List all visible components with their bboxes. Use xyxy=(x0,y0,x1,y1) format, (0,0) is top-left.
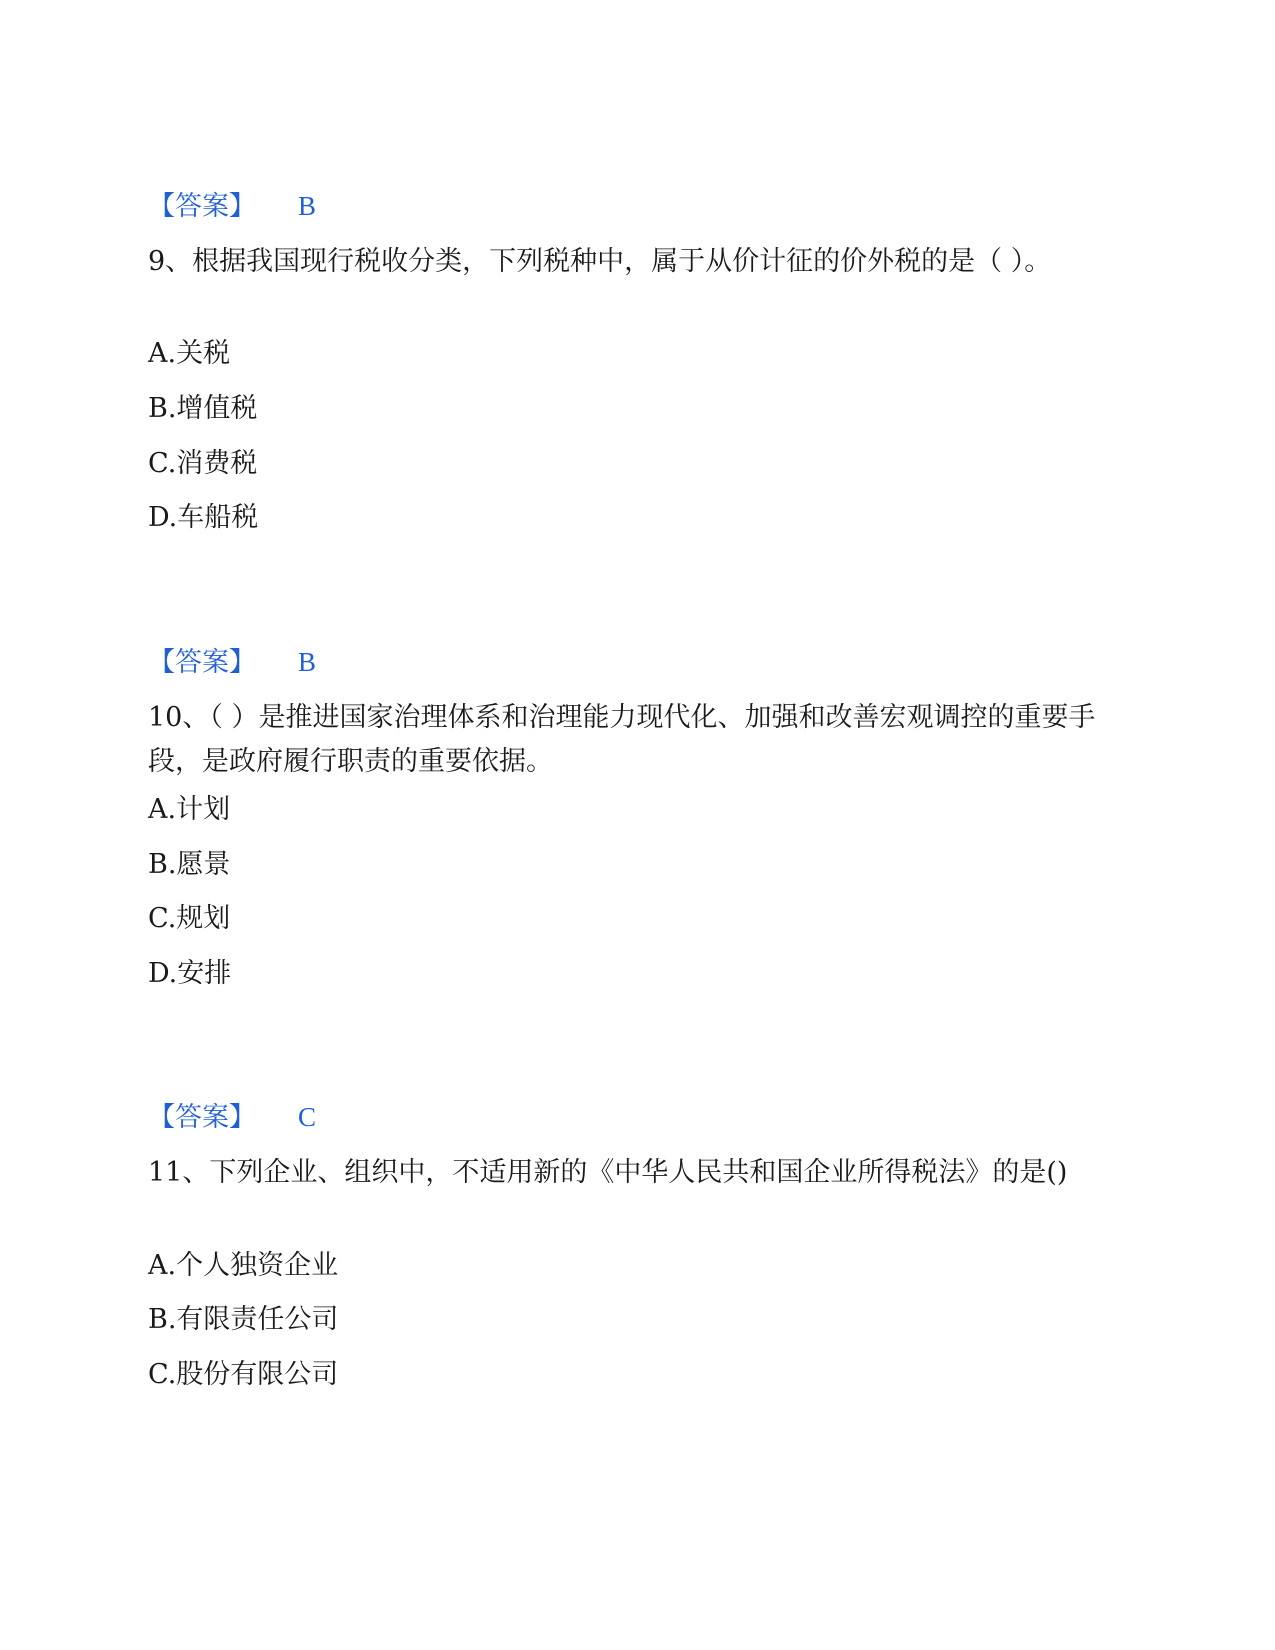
answer-letter: B xyxy=(298,647,317,677)
option-c: C.股份有限公司 xyxy=(148,1359,339,1390)
answer-letter: B xyxy=(298,191,317,221)
answer-letter: C xyxy=(298,1102,317,1132)
answer-label: 【答案】 xyxy=(148,191,256,222)
option-a: A.计划 xyxy=(148,794,231,825)
option-a: A.关税 xyxy=(148,338,231,369)
option-d: D.车船税 xyxy=(148,502,259,533)
option-b: B.有限责任公司 xyxy=(148,1304,339,1335)
answer-line xyxy=(148,188,1128,225)
answer-line xyxy=(148,644,1128,681)
option-b: B.增值税 xyxy=(148,393,258,424)
option-d: D.安排 xyxy=(148,958,232,989)
question-text: 10、（ ）是推进国家治理体系和治理能力现代化、加强和改善宏观调控的重要手段，是政府履行职责的重要依据。 xyxy=(148,702,1096,777)
option-a: A.个人独资企业 xyxy=(148,1250,339,1281)
option-c: C.消费税 xyxy=(148,448,258,479)
option-b: B.愿景 xyxy=(148,849,231,880)
question-text: 9、根据我国现行税收分类，下列税种中，属于从价计征的价外税的是（ ）。 xyxy=(148,246,1052,277)
answer-label: 【答案】 xyxy=(148,647,256,678)
answer-line xyxy=(148,1099,1128,1136)
answer-label: 【答案】 xyxy=(148,1102,256,1133)
question-text: 11、下列企业、组织中，不适用新的《中华人民共和国企业所得税法》的是() xyxy=(148,1157,1068,1188)
option-c: C.规划 xyxy=(148,903,231,934)
